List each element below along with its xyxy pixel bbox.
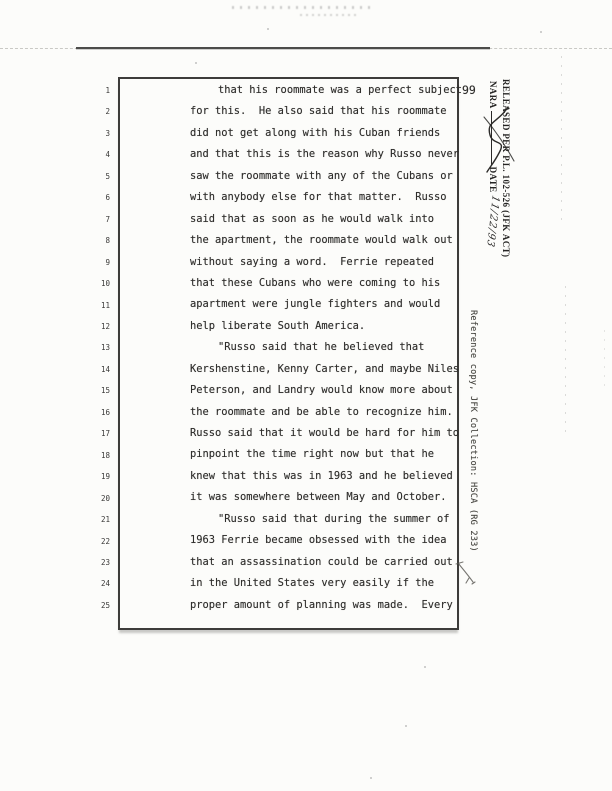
typed-line: help liberate South America. bbox=[190, 319, 366, 332]
line-number: 10 bbox=[100, 279, 110, 289]
line-number: 8 bbox=[105, 236, 110, 246]
handwritten-mark bbox=[452, 558, 478, 590]
scan-artifact-line bbox=[565, 286, 566, 436]
typed-line: 1963 Ferrie became obsessed with the idea bbox=[190, 534, 447, 547]
typed-line: saw the roommate with any of the Cubans or bbox=[190, 169, 453, 182]
line-number: 12 bbox=[100, 321, 110, 331]
line-number: 19 bbox=[100, 472, 110, 482]
page-number: 99 bbox=[462, 83, 476, 97]
paper-speck bbox=[370, 777, 372, 779]
line-number: 16 bbox=[100, 407, 110, 417]
line-number-column bbox=[88, 80, 110, 616]
typed-line: in the United States very easily if the bbox=[190, 577, 434, 590]
line-number: 4 bbox=[105, 150, 110, 160]
typed-line: apartment were jungle fighters and would bbox=[190, 298, 441, 311]
line-number: 7 bbox=[105, 214, 110, 224]
line-number: 21 bbox=[100, 515, 110, 525]
typed-line: and that this is the reason why Russo never bbox=[190, 148, 459, 161]
line-number: 5 bbox=[105, 171, 110, 181]
paper-speck bbox=[267, 28, 269, 30]
line-number: 20 bbox=[100, 493, 110, 503]
typed-line: proper amount of planning was made. Every bbox=[190, 598, 453, 611]
date-label: DATE bbox=[488, 166, 498, 193]
typed-line: "Russo said that during the summer of bbox=[218, 512, 450, 525]
line-number: 13 bbox=[100, 343, 110, 353]
typed-lines bbox=[190, 80, 462, 616]
typed-line: that an assassination could be carried out bbox=[190, 555, 453, 568]
typed-line: the apartment, the roommate would walk out bbox=[190, 234, 453, 247]
typed-line: Russo said that it would be hard for him to bbox=[190, 427, 459, 439]
typed-line: did not get along with his Cuban friends bbox=[190, 126, 441, 139]
line-number: 1 bbox=[105, 86, 110, 95]
line-number: 15 bbox=[100, 386, 110, 396]
line-number: 25 bbox=[100, 600, 110, 610]
paper-speck bbox=[195, 62, 197, 64]
typed-line: for this. He also said that his roommate bbox=[190, 105, 447, 118]
typed-line: Kershenstine, Kenny Carter, and maybe Niles bbox=[190, 362, 459, 375]
paper-speck bbox=[540, 31, 542, 33]
typed-line: that his roommate was a perfect subject bbox=[218, 84, 462, 96]
faint-header-marks bbox=[232, 6, 374, 9]
line-number: 23 bbox=[100, 557, 110, 567]
line-number: 14 bbox=[100, 364, 110, 374]
line-number: 24 bbox=[100, 579, 110, 589]
paper-speck bbox=[424, 666, 426, 668]
reference-note: Reference copy, JFK Collection: HSCA (RG 233) bbox=[468, 310, 478, 552]
typed-line: it was somewhere between May and October. bbox=[190, 491, 447, 504]
typed-line: said that as soon as he would walk into bbox=[190, 212, 434, 225]
line-number: 11 bbox=[100, 300, 110, 310]
line-number: 9 bbox=[105, 257, 110, 267]
line-number: 18 bbox=[100, 450, 110, 460]
typed-line: with anybody else for that matter. Russo bbox=[190, 191, 447, 204]
signature-scribble bbox=[474, 103, 520, 175]
typed-line: Peterson, and Landry would know more about bbox=[190, 384, 453, 397]
line-number: 3 bbox=[105, 128, 110, 138]
header-rule bbox=[76, 47, 490, 49]
typed-line: the roommate and be able to recognize him. bbox=[190, 405, 453, 418]
line-number: 22 bbox=[100, 536, 110, 546]
released-stamp-text: RELEASED PER P.L. 102-526 (JFK ACT) bbox=[501, 79, 511, 258]
line-number: 6 bbox=[105, 193, 110, 203]
typed-line: that these Cubans who were coming to his bbox=[190, 276, 441, 289]
paper-speck bbox=[405, 725, 407, 727]
typed-line: "Russo said that he believed that bbox=[218, 341, 425, 354]
scan-artifact-line bbox=[561, 56, 562, 221]
typed-line: knew that this was in 1963 and he believed bbox=[190, 469, 453, 482]
scan-artifact-line bbox=[604, 330, 605, 390]
handwritten-date: 11/22/93 bbox=[484, 193, 501, 249]
faint-header-marks bbox=[300, 14, 358, 16]
nara-label: NARA bbox=[488, 81, 498, 109]
typed-line: without saying a word. Ferrie repeated bbox=[190, 255, 434, 268]
line-number: 2 bbox=[105, 107, 110, 117]
line-number: 17 bbox=[100, 429, 110, 439]
typed-line: pinpoint the time right now but that he bbox=[190, 448, 434, 461]
